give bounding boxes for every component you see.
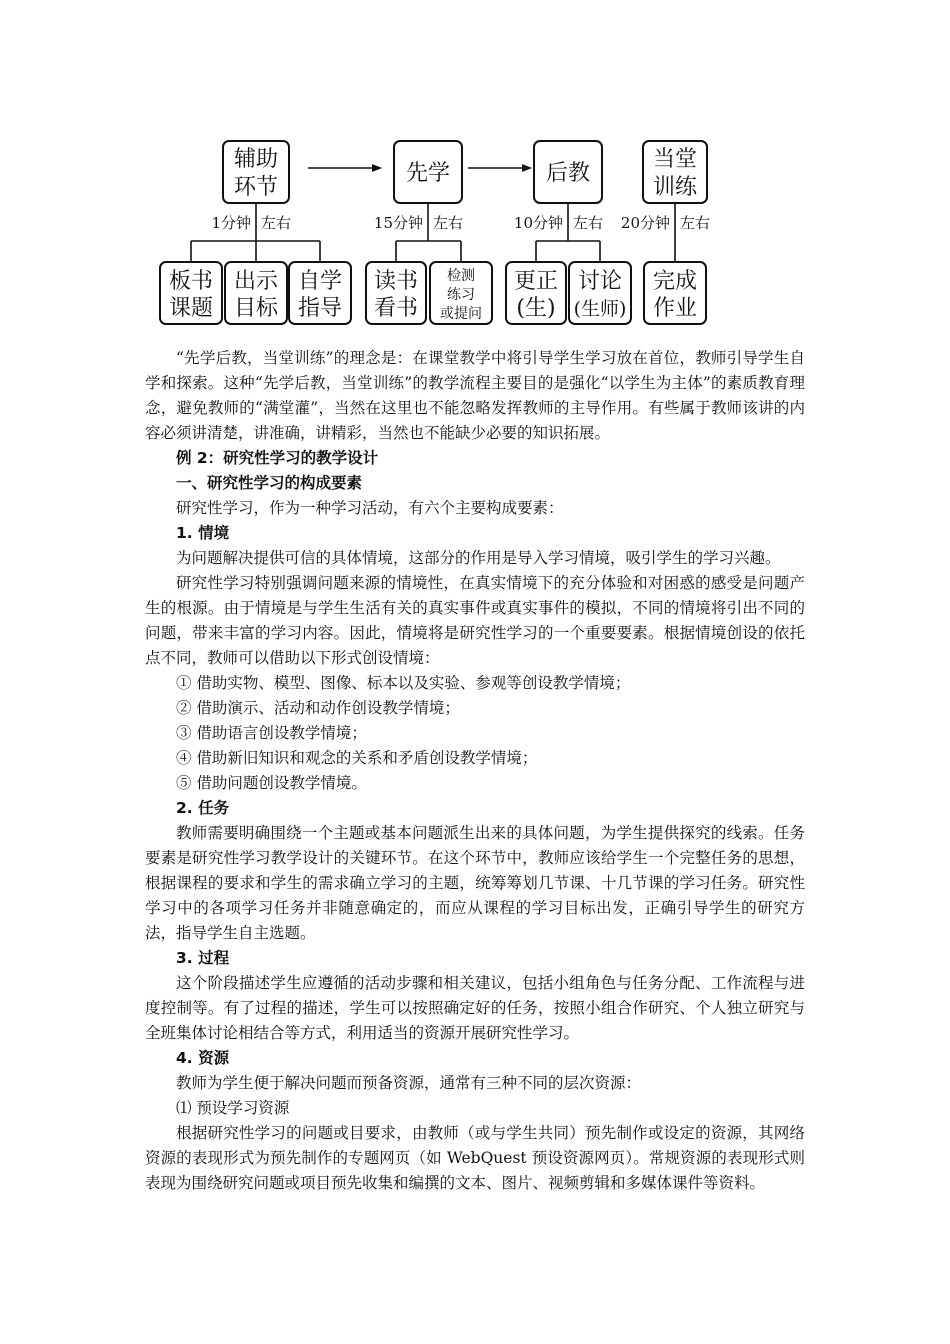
sub-3-1-line-1: 更正	[513, 269, 559, 294]
paragraph-resources-b: ⑴ 预设学习资源	[176, 1099, 290, 1117]
stage-4-approx: 左右	[680, 214, 711, 232]
paragraph-philosophy: “先学后教，当堂训练”的理念是：在课堂教学中将引导学生学习放在首位，教师引导学生自学和探索。这种“先学后教，当堂训练”的教学流程主要目的是强化“以学生为主体”的素质教育理念，避免教师的“满堂灌”，当然在这里也不能忽略发挥教师的主导作用。有些属于教师该讲的内容必须讲清楚，讲准确，讲精彩，当然也不能缺少必要的知识拓展。	[145, 349, 805, 442]
stage-2-approx: 左右	[433, 214, 464, 232]
list-item: ⑤ 借助问题创设教学情境。	[176, 774, 367, 792]
paragraph-resources-c: 根据研究性学习的问题或目要求，由教师（或与学生共同）预先制作或设定的资源，其网络资源的表现形式为预先制作的专题网页（如 WebQuest 预设资源网页）。常规资源的表现形式则表现为围绕研究问题或项目预先收集和编撰的文本、图片、视频剪辑和多媒体课件等资料。	[145, 1124, 805, 1192]
stage-1-line-1: 辅助	[233, 147, 279, 172]
list-item: ② 借助演示、活动和动作创设教学情境；	[176, 699, 460, 717]
paragraph-situation-a: 为问题解决提供可信的具体情境，这部分的作用是导入学习情境，吸引学生的学习兴趣。	[176, 549, 781, 567]
sub-2-2-line-3: 或提问	[440, 306, 482, 322]
stage-3-approx: 左右	[573, 214, 604, 232]
stage-4-line-2: 训练	[652, 175, 698, 200]
sub-1-2-line-1: 出示	[233, 269, 279, 294]
heading-process: 3. 过程	[176, 949, 230, 967]
paragraph-intro: 研究性学习，作为一种学习活动，有六个主要构成要素：	[176, 499, 564, 517]
stage-3-line-1: 后教	[545, 161, 591, 186]
stage-2-line-1: 先学	[405, 161, 451, 186]
list-item: ④ 借助新旧知识和观念的关系和矛盾创设教学情境；	[176, 749, 538, 767]
document-body	[145, 346, 805, 1196]
flow-diagram-svg	[150, 118, 730, 343]
stage-1-approx: 左右	[261, 214, 292, 232]
stage-1-time: 1分钟	[211, 214, 251, 232]
sub-4-1-line-1: 完成	[652, 269, 698, 294]
sub-1-3-line-1: 自学	[297, 269, 343, 294]
arrow-2-head	[522, 164, 532, 172]
stage-2-time: 15分钟	[373, 214, 423, 232]
heading-situation: 1. 情境	[176, 524, 230, 542]
sub-1-2-line-2: 目标	[233, 296, 279, 321]
list-item: ① 借助实物、模型、图像、标本以及实验、参观等创设教学情境；	[176, 674, 631, 692]
sub-2-2-line-2: 练习	[447, 287, 475, 303]
paragraph-situation-b: 研究性学习特别强调问题来源的情境性，在真实情境下的充分体验和对困惑的感受是问题产生的根源。由于情境是与学生生活有关的真实事件或真实事件的模拟，不同的情境将引出不同的问题，带来丰富的学习内容。因此，情境将是研究性学习的一个重要要素。根据情境创设的依托点不同，教师可以借助以下形式创设情境：	[145, 574, 805, 667]
sub-1-1-line-1: 板书	[168, 269, 214, 294]
sub-3-2-line-1: 讨论	[577, 269, 623, 294]
stage-4-time: 20分钟	[620, 214, 670, 232]
heading-resources: 4. 资源	[176, 1049, 230, 1067]
section-heading: 一、研究性学习的构成要素	[176, 474, 363, 492]
list-item: ③ 借助语言创设教学情境；	[176, 724, 367, 742]
sub-2-2-line-1: 检测	[447, 268, 475, 284]
sub-2-1-line-2: 看书	[373, 296, 419, 321]
paragraph-task: 教师需要明确围绕一个主题或基本问题派生出来的具体问题，为学生提供探究的线索。任务要素是研究性学习教学设计的关键环节。在这个环节中，教师应该给学生一个完整任务的思想，根据课程的要求和学生的需求确立学习的主题，统筹筹划几节课、十几节课的学习任务。研究性学习中的各项学习任务并非随意确定的，而应从课程的学习目标出发，正确引导学生的研究方法，指导学生自主选题。	[145, 824, 805, 942]
stage-1-line-2: 环节	[233, 175, 279, 200]
heading-task: 2. 任务	[176, 799, 230, 817]
sub-3-1-line-2: (生)	[516, 296, 556, 321]
sub-3-2-line-2: (生师)	[573, 298, 627, 320]
sub-4-1-line-2: 作业	[652, 296, 698, 321]
teaching-flow-diagram	[150, 118, 730, 343]
sub-1-1-line-2: 课题	[168, 296, 214, 321]
example-heading: 例 2：研究性学习的教学设计	[176, 449, 379, 467]
sub-2-1-line-1: 读书	[373, 269, 419, 294]
stage-4-line-1: 当堂	[652, 147, 698, 172]
paragraph-resources-a: 教师为学生便于解决问题而预备资源，通常有三种不同的层次资源：	[176, 1074, 642, 1092]
sub-1-3-line-2: 指导	[297, 296, 343, 321]
arrow-1-head	[372, 164, 382, 172]
stage-3-time: 10分钟	[513, 214, 563, 232]
paragraph-process: 这个阶段描述学生应遵循的活动步骤和相关建议，包括小组角色与任务分配、工作流程与进度控制等。有了过程的描述，学生可以按照确定好的任务，按照小组合作研究、个人独立研究与全班集体讨论相结合等方式，利用适当的资源开展研究性学习。	[145, 974, 805, 1042]
